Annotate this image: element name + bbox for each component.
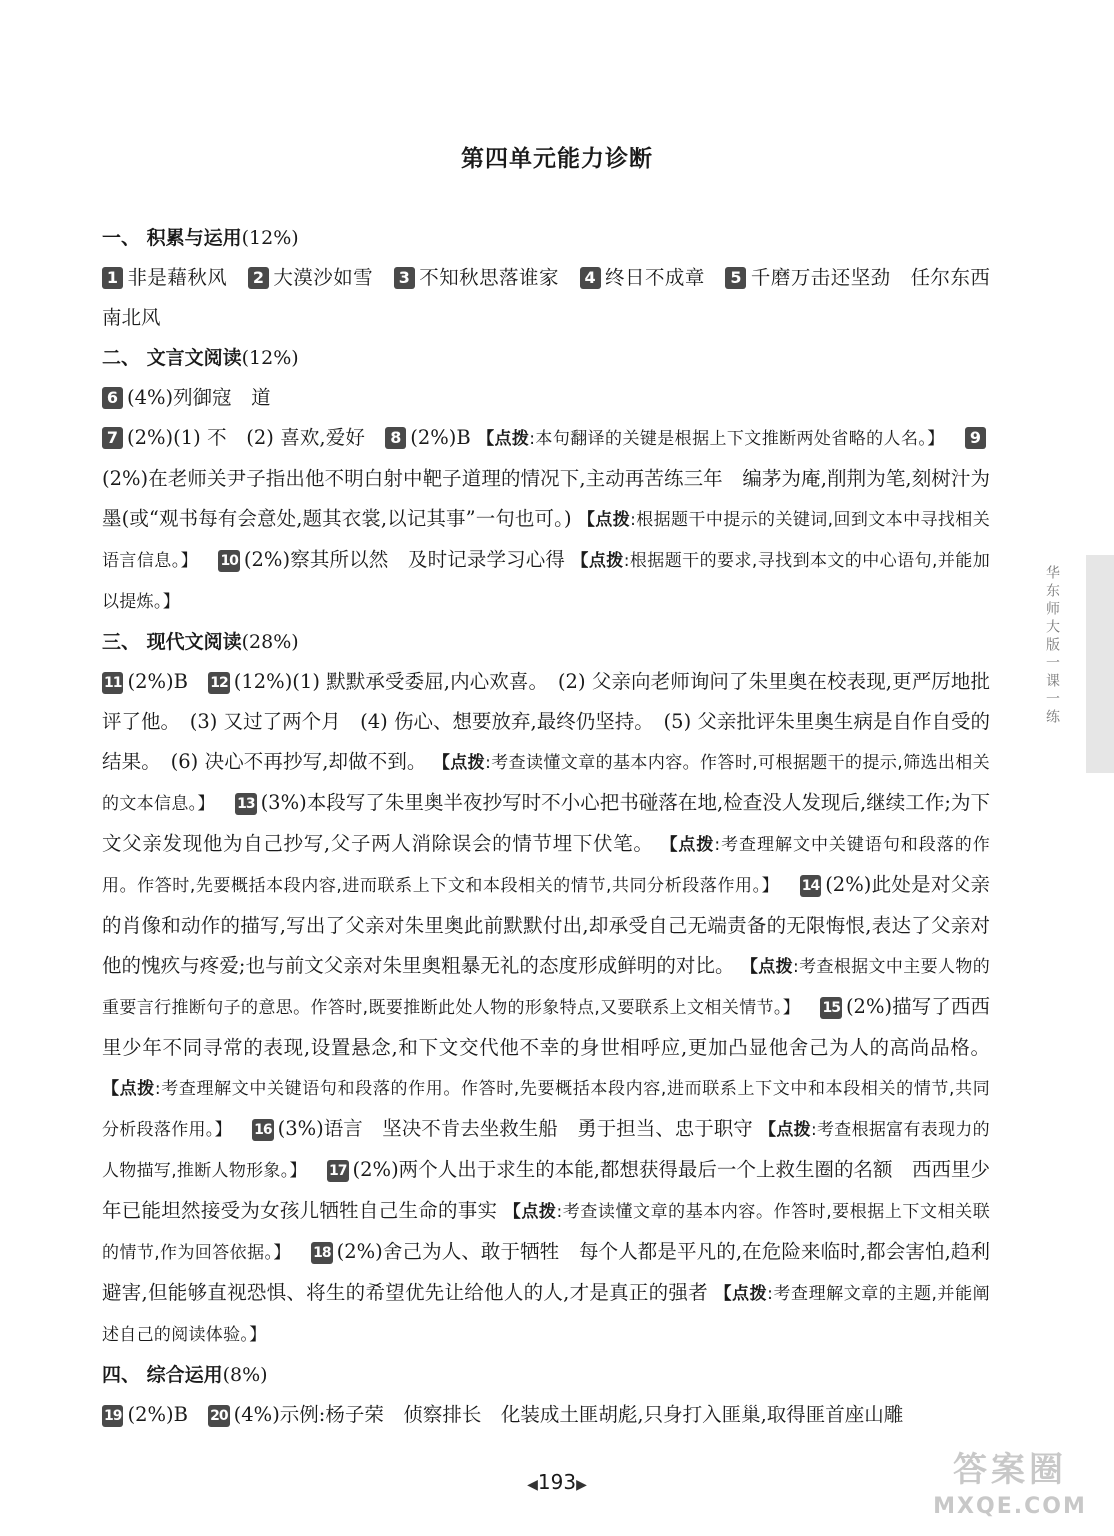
section-heading-3: 三、 现代文阅读(28%) [102, 631, 299, 653]
question-number-13: 13 [235, 793, 256, 815]
answer-text: (2%)B [127, 670, 188, 693]
answer-block-7 [102, 418, 990, 622]
watermark-logo [920, 1448, 1100, 1530]
section-heading-2: 二、 文言文阅读(12%) [102, 347, 299, 369]
watermark-bottom-text: MXQE.COM [933, 1494, 1087, 1519]
hint-text: 【点拨:考查根据文中主要人物的重要言行推断句子的意思。作答时,既要推断此处人物的形象特点,又要联系上文相关情节。】 [102, 957, 991, 1018]
answer-text: (2%)舍己为人、敢于牺牲 每个人都是平凡的,在危险来临时,都会害怕,趋利避害,但能够直视恐惧、将生的希望优先让给他人的人,才是真正的强者 [102, 1240, 990, 1304]
question-number-6: 6 [102, 387, 123, 409]
left-arrow-icon: ◀ [527, 1477, 538, 1493]
section-heading-1: 一、 积累与运用(12%) [102, 227, 299, 249]
question-number-14: 14 [800, 875, 821, 897]
answer-text: (2%)此处是对父亲的肖像和动作的描写,写出了父亲对朱里奥此前默默付出,却承受自己无端责备的无限悔恨,表达了父亲对他的愧疚与疼爱;也与前文父亲对朱里奥粗暴无礼的态度形成鲜明的对比。 [102, 873, 990, 977]
question-number-16: 16 [252, 1119, 273, 1141]
answer-content [102, 218, 990, 1435]
answer-text: 大漠沙如雪 [272, 266, 374, 289]
answer-text: (12%)(1) 默默承受委屈,内心欢喜。 (2) 父亲向老师询问了朱里奥在校表现,更严厉地批评了他。 (3) 又过了两个月 (4) 伤心、想要放弃,最终仍坚持。 (5) 父亲批评朱里奥生病是自作自受的结果。 (6) 决心不再抄写,却做不到。 [102, 670, 990, 773]
question-number-19: 19 [102, 1405, 123, 1427]
question-number-9: 9 [965, 427, 986, 449]
hint-text: 【点拨:根据题干中提示的关键词,回到文本中寻找相关语言信息。】 [102, 510, 990, 571]
question-number-17: 17 [327, 1160, 348, 1182]
question-number-18: 18 [311, 1242, 332, 1264]
question-number-12: 12 [208, 672, 229, 694]
question-number-7: 7 [102, 427, 123, 449]
right-arrow-icon: ▶ [576, 1477, 587, 1493]
answer-text: (2%)(1) 不 (2) 喜欢,爱好 [127, 426, 365, 449]
answer-block-19 [102, 1395, 990, 1435]
hint-text: 【点拨:考查读懂文章的基本内容。作答时,要根据上下文相关联的情节,作为回答依据。】 [102, 1202, 990, 1263]
answer-block-11 [102, 662, 990, 1355]
answer-text: 非是藉秋风 [127, 266, 228, 289]
answer-text: 终日不成章 [604, 266, 705, 289]
answer-block-6 [102, 378, 990, 418]
answer-block-1 [102, 258, 990, 338]
question-number-10: 10 [218, 550, 239, 572]
hint-text: 【点拨:考查读懂文章的基本内容。作答时,可根据题干的提示,筛选出相关的文本信息。】 [102, 753, 990, 814]
question-number-15: 15 [820, 997, 841, 1019]
watermark-top-text: 答案圈 [953, 1450, 1067, 1490]
answer-text: (2%)B [410, 426, 471, 449]
question-number-1: 1 [102, 267, 123, 289]
question-number-11: 11 [102, 672, 123, 694]
question-number-3: 3 [394, 267, 415, 289]
hint-text: 【点拨:考查根据富有表现力的人物描写,推断人物形象。】 [102, 1120, 990, 1181]
answer-text: (4%)列御寇 道 [127, 386, 271, 409]
question-number-20: 20 [208, 1405, 229, 1427]
side-label: 华东师大版一课一练 [1044, 565, 1060, 727]
answer-text: 不知秋思落谁家 [418, 266, 559, 289]
hint-text: 【点拨:考查理解文中关键语句和段落的作用。作答时,先要概括本段内容,进而联系上下文中和本段相关的情节,共同分析段落作用。】 [102, 1079, 990, 1140]
answer-text: 千磨万击还坚劲 任尔东西南北风 [102, 266, 990, 329]
page-title: 第四单元能力诊断 [461, 146, 653, 172]
section-heading-4: 四、 综合运用(8%) [102, 1364, 268, 1386]
answer-text: (2%)两个人出于求生的本能,都想获得最后一个上救生圈的名额 西西里少年已能坦然接受为女孩儿牺牲自己生命的事实 [102, 1158, 990, 1222]
answer-text: (2%)描写了西西里少年不同寻常的表现,设置悬念,和下文交代他不幸的身世相呼应,更加凸显他舍己为人的高尚品格。 [102, 995, 990, 1059]
side-tab [1086, 555, 1114, 773]
question-number-4: 4 [580, 267, 601, 289]
answer-text: (2%)在老师关尹子指出他不明白射中靶子道理的情况下,主动再苦练三年 编茅为庵,削荆为笔,刻树汁为墨(或“观书每有会意处,题其衣裳,以记其事”一句也可。) [102, 467, 990, 530]
question-number-5: 5 [725, 267, 746, 289]
hint-text: 【点拨:考查理解文中关键语句和段落的作用。作答时,先要概括本段内容,进而联系上下文和本段相关的情节,共同分析段落作用。】 [102, 835, 990, 896]
question-number-2: 2 [248, 267, 269, 289]
hint-text: 【点拨:考查理解文章的主题,并能阐述自己的阅读体验。】 [102, 1284, 990, 1345]
hint-text: 【点拨:根据题干的要求,寻找到本文的中心语句,并能加以提炼。】 [102, 551, 991, 612]
answer-text: (2%)察其所以然 及时记录学习心得 [243, 548, 566, 571]
question-number-8: 8 [385, 427, 406, 449]
answer-text: (4%)示例:杨子荣 侦察排长 化装成土匪胡彪,只身打入匪巢,取得匪首座山雕 [233, 1403, 904, 1426]
page-number-value: 193 [537, 1470, 577, 1494]
answer-text: (3%)语言 坚决不肯去坐救生船 勇于担当、忠于职守 [277, 1117, 753, 1140]
answer-text: (2%)B [127, 1403, 188, 1426]
answer-text: (3%)本段写了朱里奥半夜抄写时不小心把书碰落在地,检查没人发现后,继续工作;为下文父亲发现他为自己抄写,父子两人消除误会的情节埋下伏笔。 [102, 791, 990, 855]
hint-text: 【点拨:本句翻译的关键是根据上下文推断两处省略的人名。】 [477, 429, 945, 449]
